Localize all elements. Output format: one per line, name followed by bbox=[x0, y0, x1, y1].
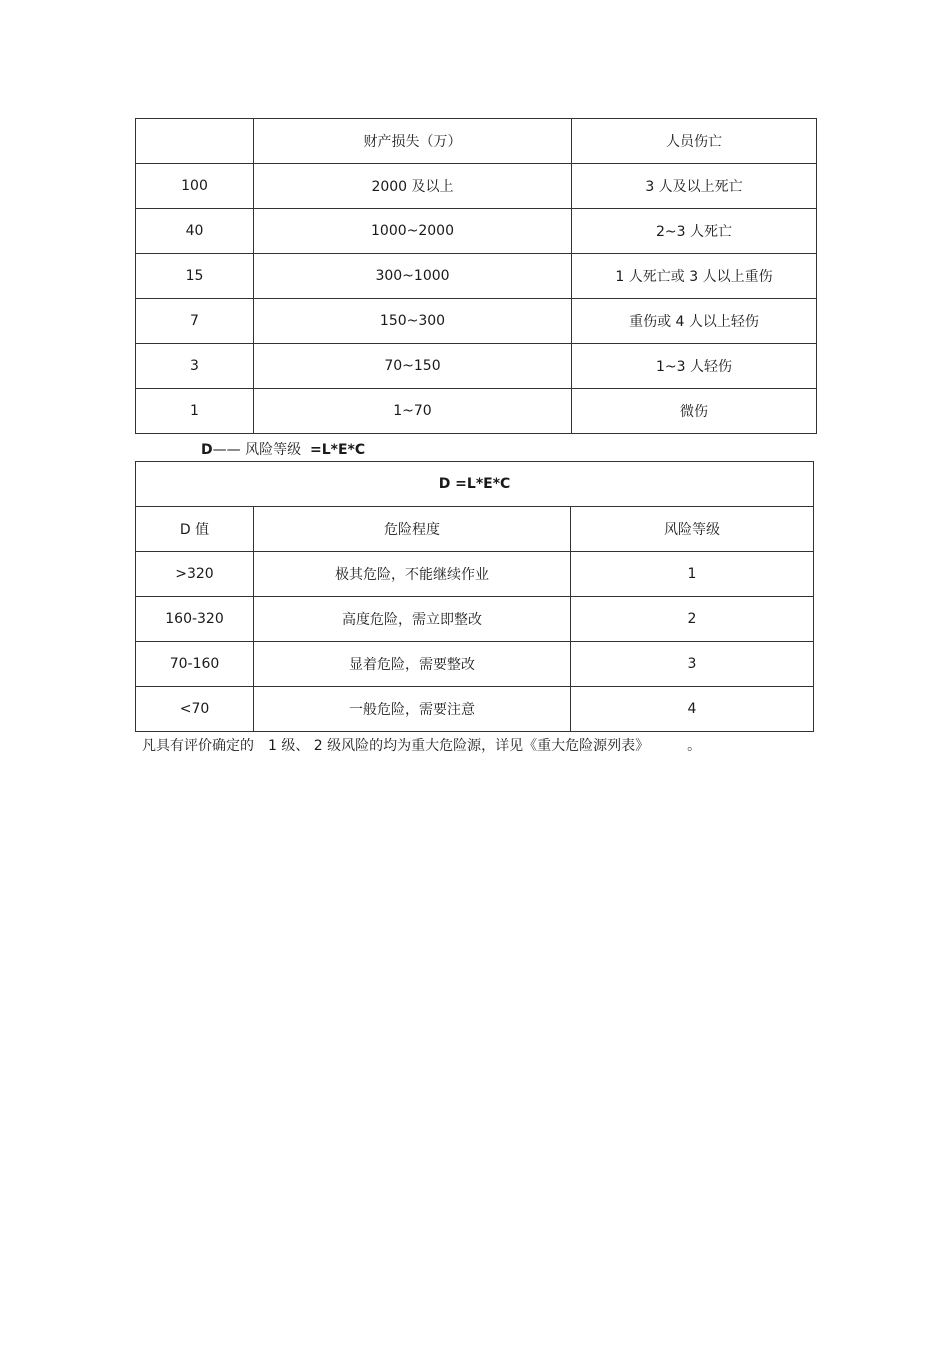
footnote-part1: 凡具有评价确定的 bbox=[142, 738, 254, 754]
table-cell: 15 bbox=[136, 254, 254, 299]
header-cell: 人员伤亡 bbox=[572, 119, 817, 164]
table-cell: 显着危险，需要整改 bbox=[254, 642, 571, 687]
table-row bbox=[136, 164, 817, 209]
table-row bbox=[136, 299, 817, 344]
footnote bbox=[142, 735, 701, 755]
table-cell: 一般危险，需要注意 bbox=[254, 687, 571, 732]
header-cell: 危险程度 bbox=[254, 507, 571, 552]
table-cell: 160-320 bbox=[136, 597, 254, 642]
table-row bbox=[136, 687, 814, 732]
table-cell: 1~70 bbox=[254, 389, 572, 434]
table-cell: <70 bbox=[136, 687, 254, 732]
table-cell: 高度危险，需立即整改 bbox=[254, 597, 571, 642]
table-row bbox=[136, 552, 814, 597]
table-row bbox=[136, 642, 814, 687]
table-cell: 150~300 bbox=[254, 299, 572, 344]
header-cell bbox=[136, 119, 254, 164]
table-cell: 2 bbox=[571, 597, 814, 642]
table-row bbox=[136, 389, 817, 434]
table-header-row bbox=[136, 507, 814, 552]
table-cell: 极其危险，不能继续作业 bbox=[254, 552, 571, 597]
risk-level-caption bbox=[201, 439, 365, 459]
table-title-row bbox=[136, 462, 814, 507]
header-cell: D 值 bbox=[136, 507, 254, 552]
caption-text: —— 风险等级 bbox=[212, 442, 302, 458]
table-cell: 3 bbox=[136, 344, 254, 389]
table-cell: 重伤或 4 人以上轻伤 bbox=[572, 299, 817, 344]
table-cell: 7 bbox=[136, 299, 254, 344]
table-cell: 4 bbox=[571, 687, 814, 732]
table-cell: 1 bbox=[571, 552, 814, 597]
table-cell: 2~3 人死亡 bbox=[572, 209, 817, 254]
table-cell: 1000~2000 bbox=[254, 209, 572, 254]
risk-grade-table bbox=[135, 461, 814, 732]
table-row bbox=[136, 344, 817, 389]
table-row bbox=[136, 597, 814, 642]
table-cell: 70~150 bbox=[254, 344, 572, 389]
table-cell: >320 bbox=[136, 552, 254, 597]
table-cell: 300~1000 bbox=[254, 254, 572, 299]
footnote-part3: 。 bbox=[687, 738, 702, 754]
table-cell: 1~3 人轻伤 bbox=[572, 344, 817, 389]
table-title: D =L*E*C bbox=[136, 462, 814, 507]
table-row bbox=[136, 209, 817, 254]
table-cell: 1 人死亡或 3 人以上重伤 bbox=[572, 254, 817, 299]
table-cell: 40 bbox=[136, 209, 254, 254]
consequence-table bbox=[135, 118, 817, 434]
header-cell: 风险等级 bbox=[571, 507, 814, 552]
table-cell: 1 bbox=[136, 389, 254, 434]
header-cell: 财产损失（万） bbox=[254, 119, 572, 164]
table-cell: 微伤 bbox=[572, 389, 817, 434]
table-cell: 3 bbox=[571, 642, 814, 687]
footnote-part2: 1 级、 2 级风险的均为重大危险源，详见《重大危险源列表》 bbox=[268, 738, 650, 754]
caption-formula: =L*E*C bbox=[309, 442, 366, 458]
table-cell: 70-160 bbox=[136, 642, 254, 687]
table-cell: 3 人及以上死亡 bbox=[572, 164, 817, 209]
table-cell: 100 bbox=[136, 164, 254, 209]
caption-prefix: D bbox=[201, 442, 213, 458]
table-header-row bbox=[136, 119, 817, 164]
table-row bbox=[136, 254, 817, 299]
table-cell: 2000 及以上 bbox=[254, 164, 572, 209]
